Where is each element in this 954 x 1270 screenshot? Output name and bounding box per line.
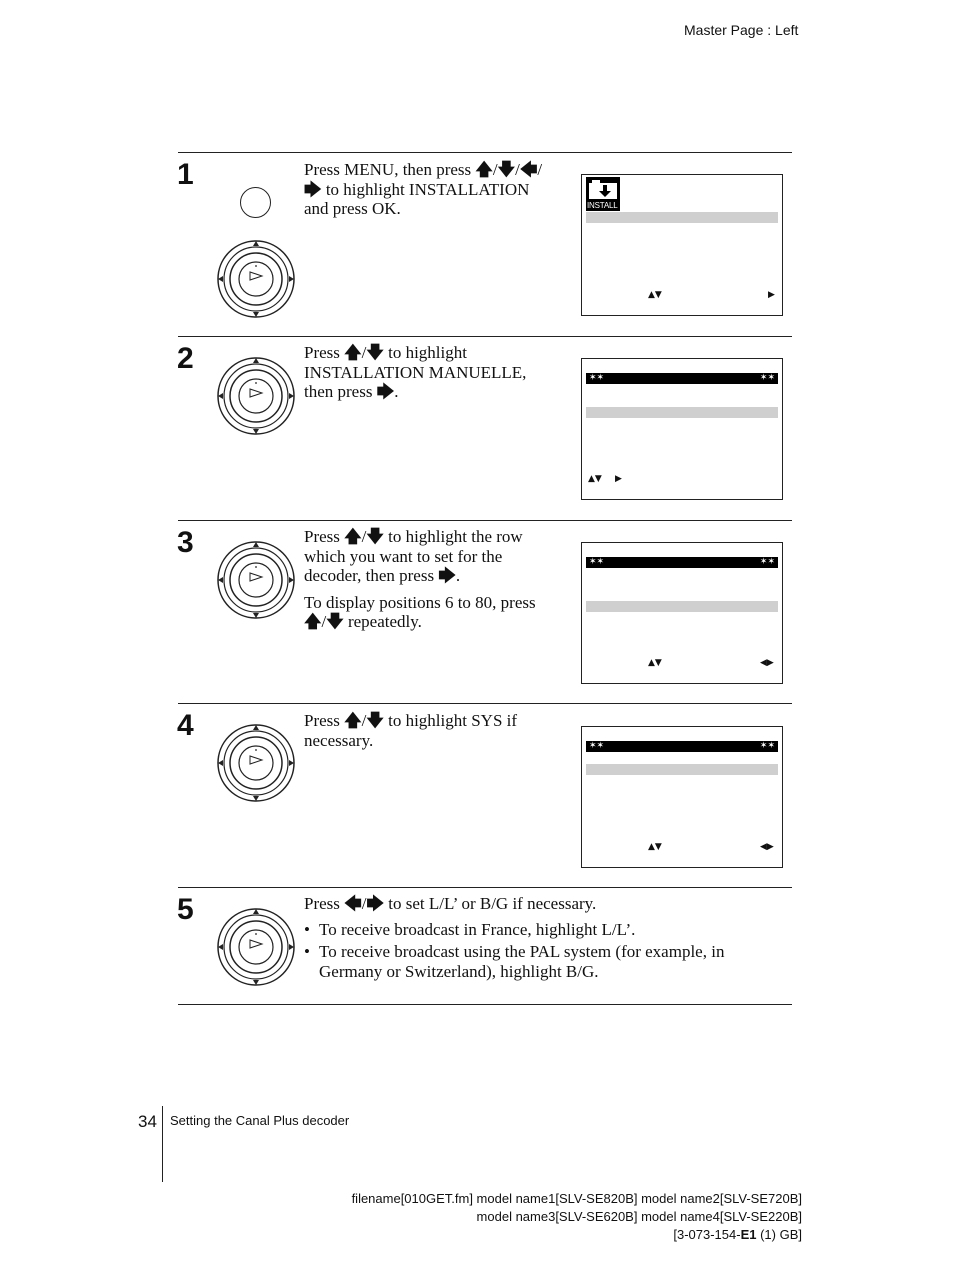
step-number: 1: [177, 158, 194, 191]
dpad-ok-icon: [216, 540, 296, 620]
screen-title-bar: ✶✶ ✶✶: [586, 373, 778, 384]
highlight-row: [586, 764, 778, 775]
right-nav-icon: ▶: [615, 474, 622, 484]
up-down-nav-icon: ▲▼: [588, 474, 602, 484]
dpad-ok-icon: [216, 723, 296, 803]
up-arrow-icon: 🡅: [344, 527, 362, 546]
left-arrow-icon: 🡄: [519, 160, 538, 179]
bullet-list: [304, 920, 774, 982]
up-down-nav-icon: ▲▼: [648, 290, 662, 300]
down-arrow-icon: 🡇: [366, 527, 384, 546]
up-arrow-icon: 🡅: [344, 711, 362, 730]
step-number: 4: [177, 709, 194, 742]
osd-screen-sys: [581, 726, 783, 868]
step-divider: [178, 520, 792, 521]
right-arrow-icon: 🡆: [376, 382, 395, 402]
menu-button-icon: [240, 187, 271, 218]
screen-title-bar: ✶✶ ✶✶: [586, 557, 778, 568]
down-arrow-icon: 🡇: [366, 711, 384, 730]
left-right-nav-icon: ◀▶: [760, 658, 774, 668]
step-divider: [178, 703, 792, 704]
right-arrow-icon: 🡆: [366, 894, 385, 913]
right-arrow-icon: 🡆: [438, 566, 456, 586]
up-arrow-icon: 🡅: [475, 160, 493, 179]
osd-screen-manual-setup: [581, 358, 783, 500]
up-arrow-icon: 🡅: [304, 612, 322, 632]
file-info: filename[010GET.fm] model name1[SLV-SE820B] model name2[SLV-SE720B] model name3[SLV-SE620B] model name4[SLV-SE220B] [3-073-154-E1 (1) GB]: [351, 1191, 802, 1242]
dpad-ok-icon: [216, 356, 296, 436]
down-arrow-icon: 🡇: [366, 343, 384, 362]
step-number: 3: [177, 526, 194, 559]
highlight-row: [586, 407, 778, 418]
right-nav-icon: ▶: [768, 290, 775, 300]
highlight-row: [586, 212, 778, 223]
dpad-ok-icon: [216, 239, 296, 319]
step-divider: [178, 152, 792, 153]
step-4-instructions: Press 🡅/🡇 to highlight SYS if necessary.: [304, 711, 518, 750]
step-divider: [178, 336, 792, 337]
left-arrow-icon: 🡄: [344, 894, 362, 913]
step-3-instructions: Press 🡅/🡇 to highlight the row which you want to set for the decoder, then press 🡆. To display positions 6 to 80, press 🡅/🡇 repeatedly.: [304, 527, 536, 632]
highlight-row: [586, 601, 778, 612]
right-arrow-icon: 🡆: [304, 179, 322, 199]
down-arrow-icon: 🡇: [326, 612, 344, 632]
left-right-nav-icon: ◀▶: [760, 842, 774, 852]
section-title: Setting the Canal Plus decoder: [170, 1113, 350, 1128]
list-item: • To receive broadcast in France, highlight L/L’.: [304, 919, 636, 939]
dpad-ok-icon: [216, 907, 296, 987]
install-icon: INSTALL: [586, 177, 620, 211]
step-number: 2: [177, 342, 194, 375]
step-5-instructions: Press 🡄/🡆 to set L/L’ or B/G if necessary. • To receive broadcast in France, highlight L/L’. • To receive broadcast using the PAL system (for example, in Germany or Switzerland), highlight B/G.: [304, 894, 774, 984]
down-arrow-icon: 🡇: [497, 160, 516, 179]
list-item: • To receive broadcast using the PAL system (for example, in Germany or Switzerland), highlight B/G.: [304, 942, 725, 981]
osd-screen-install-menu: [581, 174, 783, 316]
step-1-instructions: Press MENU, then press 🡅/🡇/🡄/ 🡆 to highlight INSTALLATION and press OK.: [304, 160, 543, 219]
up-down-nav-icon: ▲▼: [648, 658, 662, 668]
up-arrow-icon: 🡅: [344, 343, 362, 362]
master-page-label: Master Page : Left: [684, 22, 799, 38]
up-down-nav-icon: ▲▼: [648, 842, 662, 852]
footer-divider: [162, 1106, 163, 1182]
page-number: 34: [138, 1112, 157, 1131]
osd-screen-decoder-rows: [581, 542, 783, 684]
screen-title-bar: ✶✶ ✶✶: [586, 741, 778, 752]
step-divider: [178, 1004, 792, 1005]
step-number: 5: [177, 893, 194, 926]
step-divider: [178, 887, 792, 888]
step-2-instructions: Press 🡅/🡇 to highlight INSTALLATION MANUELLE, then press 🡆.: [304, 343, 527, 402]
